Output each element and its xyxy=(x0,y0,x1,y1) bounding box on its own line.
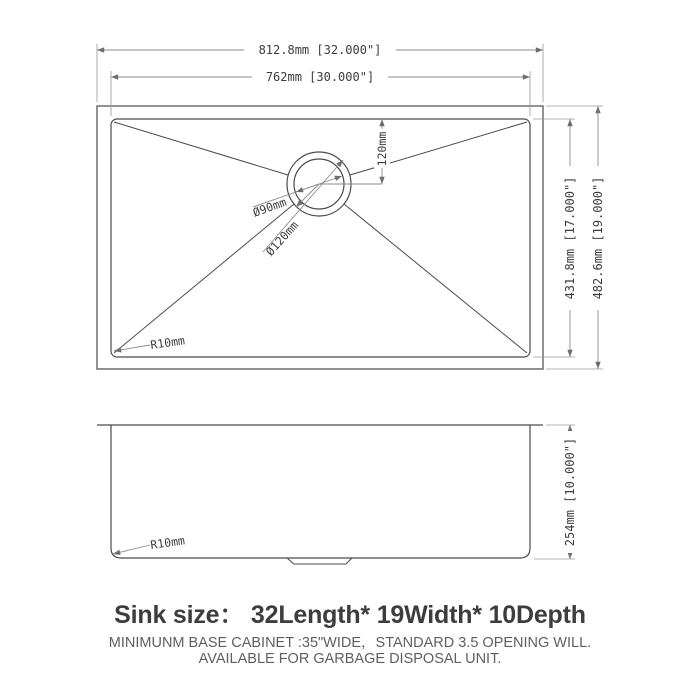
cabinet-note-line2: AVAILABLE FOR GARBAGE DISPOSAL UNIT. xyxy=(198,651,502,667)
drain-bump-sideview xyxy=(287,558,352,564)
dim-label-corner-radius-topview: R10mm xyxy=(149,333,186,352)
leader-corner-radius-sideview xyxy=(113,545,150,554)
dimline-drain-outer-diameter-arrow xyxy=(296,184,319,207)
dim-label-depth: 254mm [10.000"] xyxy=(563,437,578,547)
dim-label-outer-height: 482.6mm [19.000"] xyxy=(591,176,606,300)
dim-label-drain-outer-diameter: Ø120mm xyxy=(262,218,302,259)
dim-label-inner-height: 431.8mm [17.000"] xyxy=(563,176,578,300)
top-view xyxy=(97,106,543,369)
dim-label-drain-offset: 120mm xyxy=(375,131,390,167)
basin-diagonal-top-left xyxy=(114,122,288,175)
dim-label-outer-width: 812.8mm [32.000"] xyxy=(258,43,382,58)
basin-diagonal-bottom-right xyxy=(344,204,527,353)
sink-size-title: Sink size： 32Length* 19Width* 10Depth xyxy=(114,601,586,629)
dim-label-corner-radius-sideview: R10mm xyxy=(149,533,186,552)
dim-label-drain-inner-diameter: Ø90mm xyxy=(250,194,289,220)
sink-basin-topview xyxy=(111,119,530,357)
side-view xyxy=(97,425,578,564)
dim-label-inner-width: 762mm [30.000"] xyxy=(265,70,375,85)
sink-outer-rim-topview xyxy=(97,106,543,369)
basin-diagonal-bottom-left xyxy=(114,204,294,353)
cabinet-note-line1: MINIMUNM BASE CABINET :35"WIDE，STANDARD 3.5 OPENING WILL. xyxy=(108,635,592,651)
